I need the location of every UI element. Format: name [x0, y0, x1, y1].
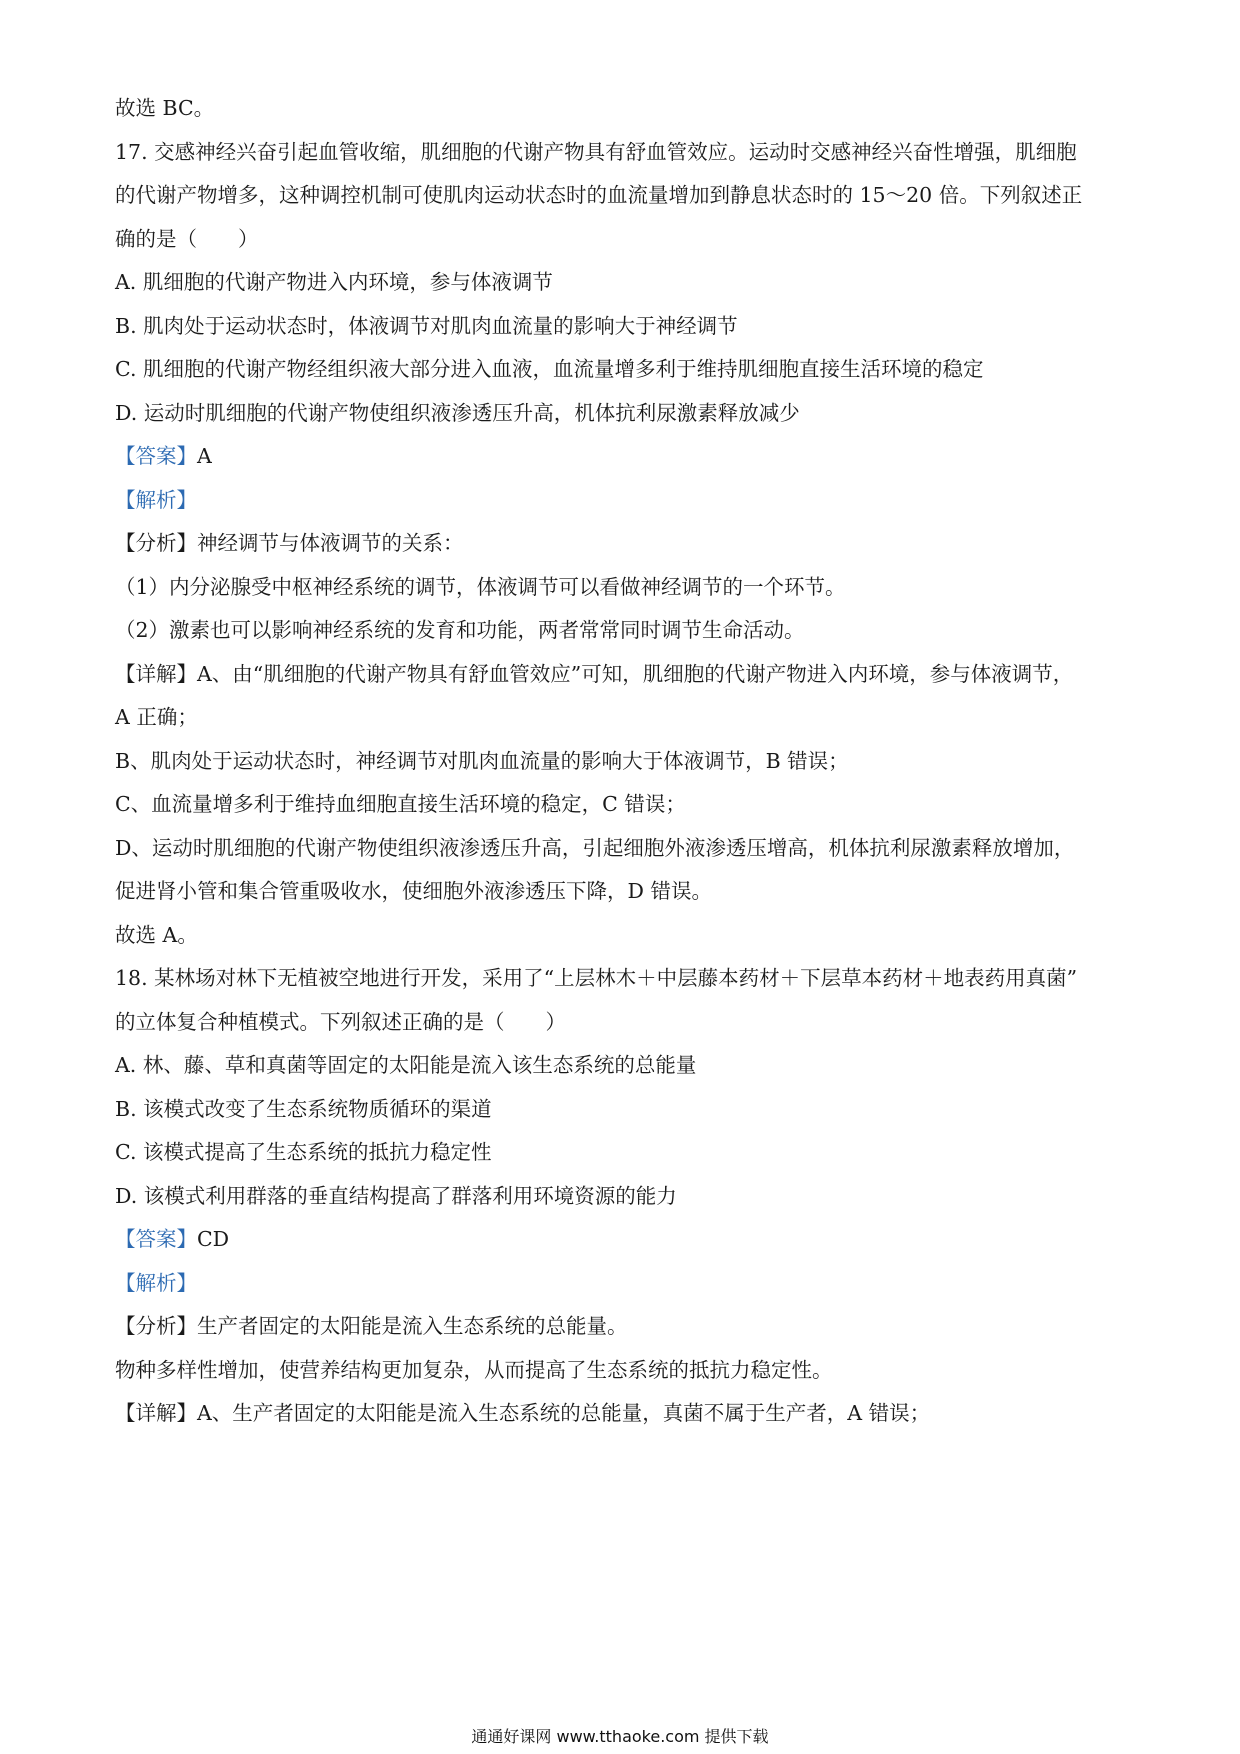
question-17-stem: 确的是（ ） [115, 227, 259, 251]
footer-watermark: 通通好课网 www.tthaoke.com 提供下载 [471, 1727, 769, 1746]
analysis-heading [115, 485, 1140, 515]
analysis-text: 【分析】生产者固定的太阳能是流入生态系统的总能量。 [115, 1314, 628, 1338]
analysis-tag: 【解析】 [115, 1271, 197, 1295]
detail-text: 促进肾小管和集合管重吸收水，使细胞外液渗透压下降，D 错误。 [115, 879, 712, 903]
option-d: D. 运动时肌细胞的代谢产物使组织液渗透压升高，机体抗利尿激素释放减少 [115, 401, 800, 425]
answer-tag: 【答案】 [115, 1227, 197, 1251]
question-17-stem: 17. 交感神经兴奋引起血管收缩，肌细胞的代谢产物具有舒血管效应。运动时交感神经兴奋性增强，肌细胞 [115, 140, 1077, 164]
detail-text: B、肌肉处于运动状态时，神经调节对肌肉血流量的影响大于体液调节，B 错误； [115, 749, 849, 773]
analysis-tag: 【解析】 [115, 488, 197, 512]
option-a: A. 林、藤、草和真菌等固定的太阳能是流入该生态系统的总能量 [115, 1053, 697, 1077]
option-d: D. 该模式利用群落的垂直结构提高了群落利用环境资源的能力 [115, 1184, 677, 1208]
analysis-text: 【分析】神经调节与体液调节的关系： [115, 531, 464, 555]
option-a: A. 肌细胞的代谢产物进入内环境，参与体液调节 [115, 270, 553, 294]
question-18-stem: 的立体复合种植模式。下列叙述正确的是（ ） [115, 1010, 566, 1034]
option-b: B. 肌肉处于运动状态时，体液调节对肌肉血流量的影响大于神经调节 [115, 314, 738, 338]
question-18-stem: 18. 某林场对林下无植被空地进行开发，采用了“上层林木＋中层藤本药材＋下层草本药材＋地表药用真菌” [115, 966, 1078, 990]
detail-text: 【详解】A、由“肌细胞的代谢产物具有舒血管效应”可知，肌细胞的代谢产物进入内环境，参与体液调节， [115, 662, 1074, 686]
option-c: C. 该模式提高了生态系统的抵抗力稳定性 [115, 1140, 492, 1164]
detail-text: D、运动时肌细胞的代谢产物使组织液渗透压升高，引起细胞外液渗透压增高，机体抗利尿激素释放增加， [115, 836, 1075, 860]
option-b: B. 该模式改变了生态系统物质循环的渠道 [115, 1097, 492, 1121]
answer-line [115, 1224, 1140, 1254]
text-line: 故选 BC。 [115, 96, 215, 120]
analysis-text: （1）内分泌腺受中枢神经系统的调节，体液调节可以看做神经调节的一个环节。 [115, 575, 846, 599]
analysis-text: 物种多样性增加，使营养结构更加复杂，从而提高了生态系统的抵抗力稳定性。 [115, 1358, 833, 1382]
answer-tag: 【答案】 [115, 444, 197, 468]
detail-text: A 正确； [115, 705, 198, 729]
option-c: C. 肌细胞的代谢产物经组织液大部分进入血液，血流量增多利于维持肌细胞直接生活环境的稳定 [115, 357, 984, 381]
answer-value: CD [197, 1227, 230, 1251]
answer-line [115, 441, 1140, 471]
analysis-text: （2）激素也可以影响神经系统的发育和功能，两者常常同时调节生命活动。 [115, 618, 805, 642]
question-17-stem: 的代谢产物增多，这种调控机制可使肌肉运动状态时的血流量增加到静息状态时的 15～20 倍。下列叙述正 [115, 183, 1083, 207]
text-line: 故选 A。 [115, 923, 198, 947]
detail-text: C、血流量增多利于维持血细胞直接生活环境的稳定，C 错误； [115, 792, 686, 816]
analysis-heading [115, 1268, 1140, 1298]
detail-text: 【详解】A、生产者固定的太阳能是流入生态系统的总能量，真菌不属于生产者，A 错误； [115, 1401, 931, 1425]
answer-value: A [197, 444, 212, 468]
